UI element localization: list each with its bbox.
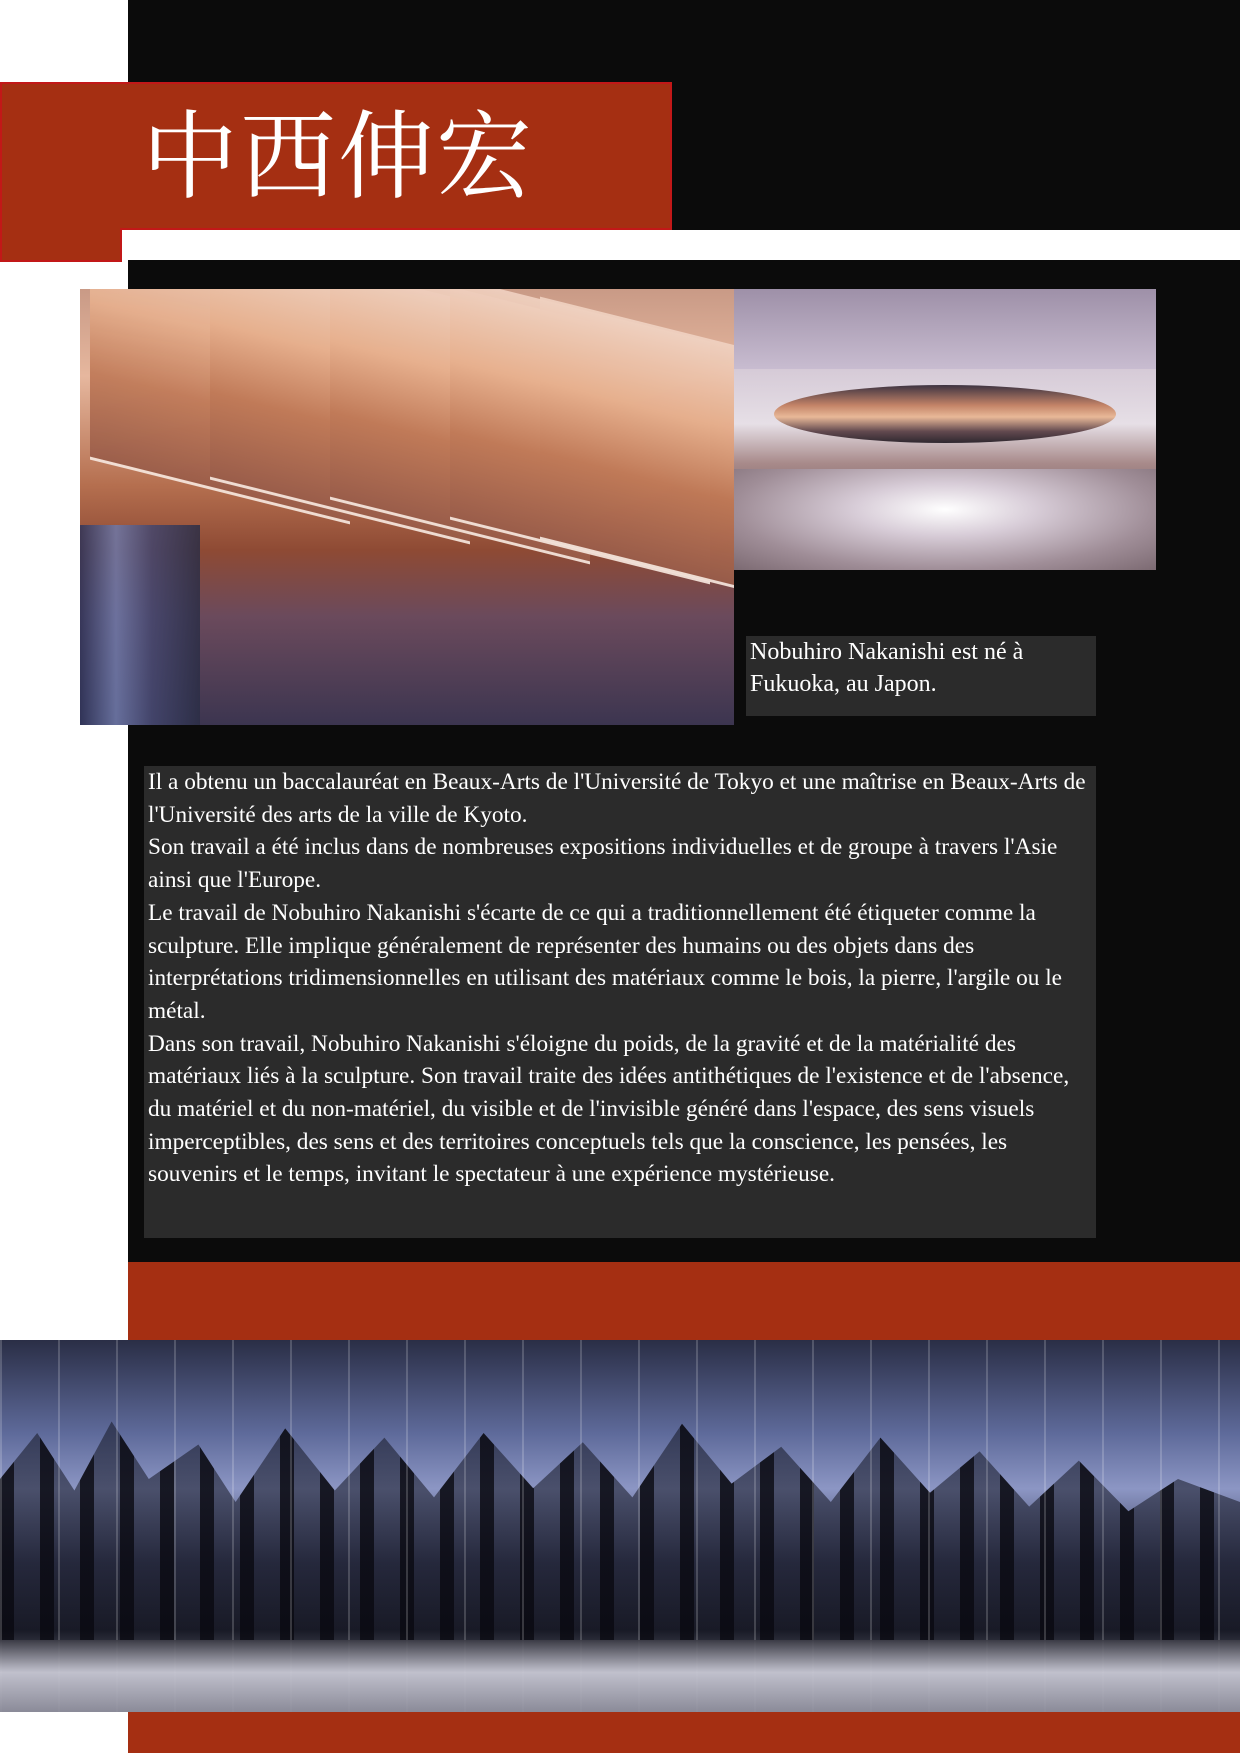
caption-box xyxy=(746,636,1096,716)
photo-gallery-ring xyxy=(734,289,1156,570)
title-banner-tab xyxy=(0,228,122,262)
body-paragraph: Son travail a été inclus dans de nombreuses expositions individuelles et de groupe à travers l'Asie ainsi que l'Europe. xyxy=(148,834,1058,894)
body-paragraph: Il a obtenu un baccalauréat en Beaux-Arts de l'Université de Tokyo et une maîtrise en Beaux-Arts de l'Université des arts de la ville de Kyoto. xyxy=(148,769,1086,828)
photo-floor xyxy=(734,469,1156,570)
white-divider-band xyxy=(122,230,1240,260)
body-text-box xyxy=(144,766,1096,1238)
orange-band xyxy=(128,1262,1240,1340)
photo-shadow-strip xyxy=(80,525,200,725)
page-title: 中西伸宏 xyxy=(142,101,534,213)
photo-forest-panels xyxy=(0,1340,1240,1712)
body-paragraph: Dans son travail, Nobuhiro Nakanishi s'éloigne du poids, de la gravité et de la matérialité des matériaux liés à la sculpture. Son travail traite des idées antithétiques de l'existence et de l'absence, du matériel et du non-matériel, du visible et de l'invisible généré dans l'espace, des sens visuels imperceptibles, des sens et des territoires conceptuels tels que la conscience, les pensées, les souvenirs et le temps, invitant le spectateur à une expérience mystérieuse. xyxy=(148,1030,1070,1188)
caption-text: Nobuhiro Nakanishi est né à Fukuoka, au Japon. xyxy=(750,639,1024,697)
body-paragraph: Le travail de Nobuhiro Nakanishi s'écarte de ce qui a traditionnellement été étiqueter comme la sculpture. Elle implique généralement de représenter des humains ou des objets dans des interprétations tridimensionnelles en utilisant des matériaux comme le bois, la pierre, l'argile ou le métal. xyxy=(148,899,1063,1024)
photo-ceiling xyxy=(734,289,1156,369)
bottom-orange-band xyxy=(128,1712,1240,1753)
photo-layered-landscape xyxy=(80,289,734,725)
photo-floor-reflection xyxy=(0,1640,1240,1712)
photo-ring-installation xyxy=(774,385,1116,443)
